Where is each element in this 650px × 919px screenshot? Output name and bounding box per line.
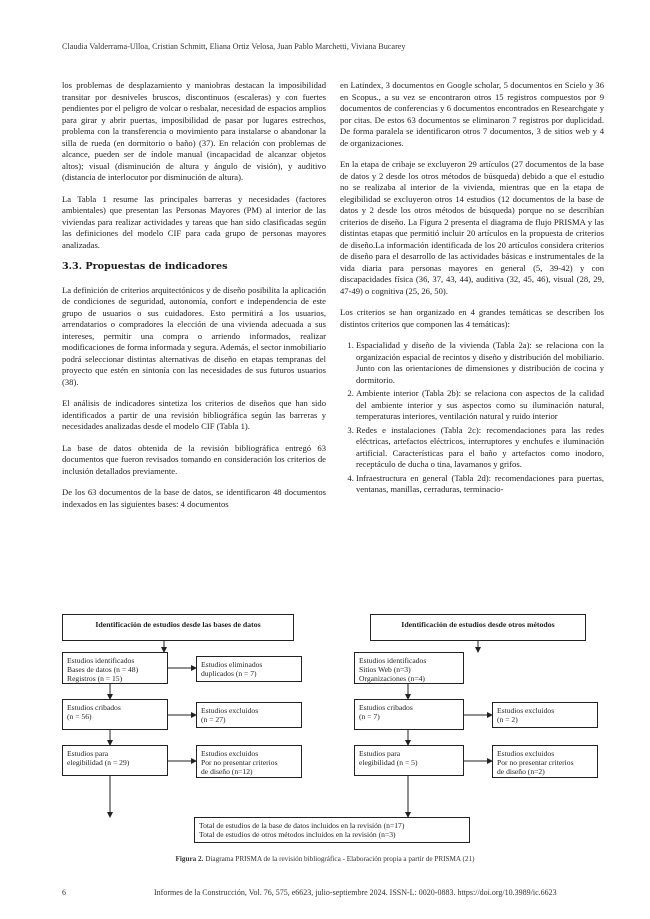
journal-citation: Informes de la Construcción, Vol. 76, 575, e6623, julio-septiembre 2024. ISSN-L: 0020-0883. https://doi.org/10.3989/ic.6623 [154, 888, 557, 897]
paragraph: en Latindex, 3 documentos en Google scholar, 5 documentos en Scielo y 36 en Scopus., a su vez se encontraron otros 15 registros compuestos por 9 documentos de conferencias y 6 documentos encontrados en Researchgate y por citas. De estos 63 documentos se eliminaron 7 registros por duplicidad. De forma paralela se identificaron otros 7 documentos, 3 de sitios web y 4 de organizaciones. [340, 80, 604, 148]
removed-duplicates-box: Estudios eliminados duplicados (n = 7) [196, 656, 302, 682]
left-column [62, 80, 326, 520]
paragraph: La Tabla 1 resume las principales barreras y necesidades (factores ambientales) que presentan las Personas Mayores (PM) al interior de las viviendas para realizar actividades y tareas que han sido clasificadas según las definiciones del modelo CIF para cada grupo de personas mayores analizadas. [62, 193, 326, 250]
screened-box-db: Estudios cribados (n = 56) [62, 699, 168, 730]
page-number: 6 [62, 888, 66, 897]
section-heading: 3.3. Propuestas de indicadores [62, 261, 228, 272]
paragraph: El análisis de indicadores sintetiza los criterios de diseños que han sido identificados a partir de una revisión bibliográfica según las barreras y necesidades analizadas desde el modelo CIF (Tabla 1). [62, 398, 326, 431]
left-header-box: Identificación de estudios desde las bases de datos [62, 614, 294, 641]
paragraph: Los criterios se han organizado en 4 grandes temáticas se describen los distintos criterios que componen las 4 temáticas): [340, 307, 604, 329]
list-item: 3. Redes e instalaciones (Tabla 2c): recomendaciones para las redes eléctricas, artefactos eléctricos, interruptores y enchufes e iluminación artificial. Características para el baño y artefactos como inodoro, receptáculo de ducha o tina, lavamanos y grifos. [356, 425, 604, 471]
prisma-diagram [44, 606, 604, 852]
paragraph: La base de datos obtenida de la revisión bibliográfica entregó 63 documentos que fueron revisados tomando en consideración los criterios de inclusión detallados previamente. [62, 442, 326, 476]
list-item: 2. Ambiente interior (Tabla 2b): se relaciona con aspectos de la calidad del ambiente interior y sus aspectos como su iluminación natural, temperaturas interiores, ventilación natural y ruido interior [356, 388, 604, 423]
right-column [340, 80, 604, 498]
figure-caption [0, 855, 650, 863]
total-included-box: Total de estudios de la base de datos incluidos en la revisión (n=17) Total de estudios de otros métodos incluidos en la revisión (n=3) [194, 817, 470, 843]
thematic-list [340, 340, 604, 496]
identified-box-db: Estudios identificados Bases de datos (n = 48) Registros (n = 15) [62, 652, 168, 684]
paragraph: En la etapa de cribaje se excluyeron 29 artículos (27 documentos de la base de datos y 2 desde los otros métodos de búsqueda) debido a que el estudio no se realizaba al interior de la vivienda, mientras que en la etapa de elegibilidad se excluyeron otros 14 estudios (12 documentos de la base de datos y 2 desde los otros métodos de búsqueda) porque no se describían criterios de diseño. La Figura 2 presenta el diagrama de flujo PRISMA y las distintas etapas que permitió incluir 20 artículos en la propuesta de criterios de diseño.La información identificada de los 20 artículos considera criterios de diseño para el desarrollo de las actividades básicas e instrumentales de la vida diaria para personas mayores en general (5, 39-42) y con discapacidades física (36, 37, 43, 44), auditiva (32, 45, 46), visual (28, 29, 47-49) o cognitiva (25, 26, 50). [340, 159, 604, 296]
excluded-box-other-1: Estudios excluidos (n = 2) [492, 702, 598, 728]
running-header: Claudia Valderrama-Ulloa, Cristian Schmitt, Eliana Ortiz Velosa, Juan Pablo Marchetti, Viviana Bucarey [62, 42, 406, 51]
figure-caption-text: Diagrama PRISMA de la revisión bibliográfica - Elaboración propia a partir de PRISMA (21) [203, 855, 475, 863]
list-item: 4. Infraestructura en general (Tabla 2d): recomendaciones para puertas, ventanas, manillas, cerraduras, terminacio- [356, 473, 604, 496]
list-item: 1. Espacialidad y diseño de la vivienda (Tabla 2a): se relaciona con la organización espacial de recintos y diseño y distribución del mobiliario. Junto con las orientaciones de dimensiones y distribución de cocina y dormitorio. [356, 340, 604, 386]
identified-box-other: Estudios identificados Sitios Web (n=3) Organizaciones (n=4) [354, 652, 464, 684]
screened-box-other: Estudios cribados (n = 7) [354, 699, 464, 730]
paragraph: La definición de criterios arquitectónicos y de diseño posibilita la aplicación de condiciones de seguridad, autonomía, confort e independencia de este grupo de usuarios o sus cuidadores. Esto permitirá a los usuarios, arrendatarios o compradores la elección de una vivienda adecuada a sus intereses, permitir una compra o arriendo informados, realizar modificaciones de forma informada y segura. Además, el sector inmobiliario podrá seleccionar distintas alternativas de diseño en etapas tempranas del proyecto que estén en sintonía con las necesidades de sus futuros usuarios (38). [62, 284, 326, 387]
paragraph: los problemas de desplazamiento y maniobras destacan la imposibilidad transitar por desniveles bruscos, discontinuos (escaleras) y con fuertes pendientes por el peligro de volcar o resbalar, necesidad de espacios amplios para girar y abrir puertas, imposibilidad de pasar por lugares estrechos, problema con la transferencia o movimiento para instalarse o abandonar la silla de rueda (en dormitorio o baño) (37). En relación con problemas de alcance, pueden ser de índole manual (incapacidad de alcanzar objetos altos); visual (disminución de altura y ángulo de visión), y auditivo (distancia de interlocutor por disminución de altura). [62, 80, 326, 182]
eligibility-box-other: Estudios para elegibilidad (n = 5) [354, 745, 464, 776]
right-header-box: Identificación de estudios desde otros métodos [370, 614, 586, 641]
figure-label: Figura 2. [175, 855, 204, 863]
excluded-box-db-2: Estudios excluidos Por no presentar criterios de diseño (n=12) [196, 745, 302, 778]
paragraph: De los 63 documentos de la base de datos, se identificaron 48 documentos indexados en las siguientes bases: 4 documentos [62, 487, 326, 509]
eligibility-box-db: Estudios para elegibilidad (n = 29) [62, 745, 168, 776]
excluded-box-db-1: Estudios excluidos (n = 27) [196, 702, 302, 728]
excluded-box-other-2: Estudios excluidos Por no presentar criterios de diseño (n=2) [492, 745, 598, 778]
